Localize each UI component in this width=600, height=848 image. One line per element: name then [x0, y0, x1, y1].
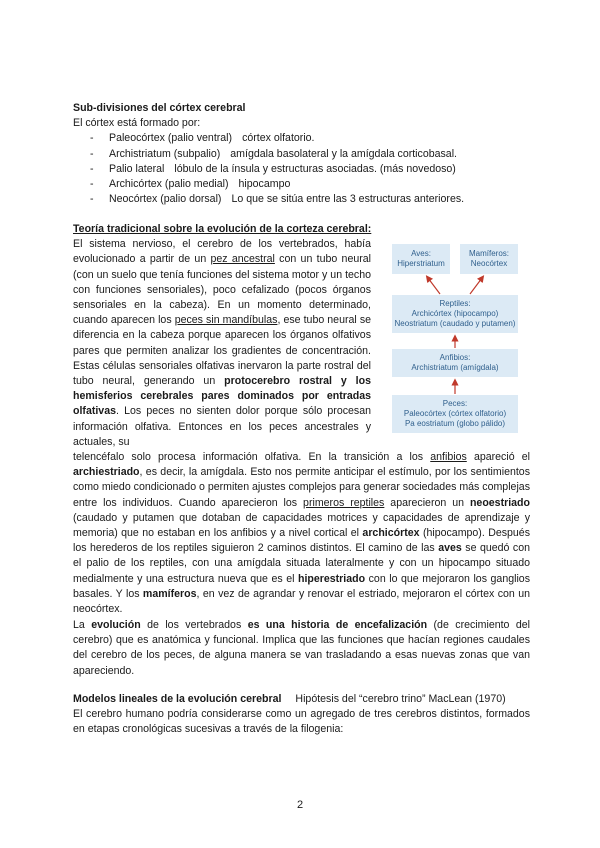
models-text: El cerebro humano podría considerarse como un agregado de tres cerebros distintos, formados en etapas cronológicas sucesivas a través de la filogenia: — [73, 708, 530, 736]
theory-paragraph-full: telencéfalo solo procesa información olfativa. En la transición a los anfibios apareció el archiestriado, es decir, la amígdala. Esto nos permite anticipar el estímulo, por los sentimientos como miedo condicionado o permiten ajustes complejos para generar sociedades más complejas entre los individuos. Cuando aparecieron los primeros reptiles aparecieron un neoestriado (caudado y putamen que dotaban de capacidades motrices y capacidades de aprendizaje y memoria) que no estaban en los anfibios y a nivel cortical el archicórtex (hipocampo). Después los herederos de los reptiles siguieron 2 caminos distintos. El camino de las aves se quedó con el palio de los reptiles, con una amígdala situada lateralmente y con un hipocampo situado medialmente y una estructura nueva que es el hiperestriado con lo que mejoraron los ganglios basales. Y los mamíferos, en vez de agrandar y renovar el estriado, mejoraron el córtex con un neocórtex. — [73, 451, 530, 616]
mamiferos-box: Mamíferos: Neocórtex — [460, 244, 518, 274]
anfibios-box: Anfibios: Archistriatum (amígdala) — [392, 349, 518, 377]
page-number: 2 — [296, 799, 304, 811]
evolution-diagram — [380, 238, 530, 438]
aves-box: Aves: Hiperstriatum — [392, 244, 450, 274]
peces-box: Peces: Paleocórtex (córtex olfatorio) Pa eostriatum (globo pálido) — [392, 395, 518, 433]
subdivisions-heading: Sub-divisiones del córtex cerebral — [73, 102, 246, 114]
list-item: - Paleocórtex (palio ventral) córtex olfatorio. — [73, 131, 530, 146]
models-heading: Modelos lineales de la evolución cerebral — [73, 693, 282, 705]
arrow-reptiles-aves — [428, 278, 440, 294]
encephalization-paragraph: La evolución de los vertebrados es una historia de encefalización (de crecimiento del cerebro) que es anatómica y funcional. Implica que las funciones que hacían regiones caudales del cerebro de los peces, de alguna manera se van trasladando a esas nuevas zonas que van apareciendo. — [73, 619, 531, 677]
reptiles-box: Reptiles: Archicórtex (hipocampo) Neostriatum (caudado y putamen) — [392, 295, 518, 333]
subdivisions-section — [73, 101, 530, 207]
models-section — [73, 692, 530, 738]
subdivisions-intro: El córtex está formado por: — [73, 117, 201, 130]
diagram-arrows — [380, 238, 530, 438]
list-item: - Neocórtex (palio dorsal) Lo que se sitúa entre las 3 estructuras anteriores. — [73, 192, 530, 207]
arrow-reptiles-mamiferos — [470, 278, 482, 294]
theory-paragraph-wrapped: El sistema nervioso, el cerebro de los vertebrados, había evolucionado a partir de un pez ancestral con un tubo neural (con un suelo que tenía funciones del sistema motor y un techo con funciones sensoriales), poco cefalizado (pocos órganos sensoriales en la cabeza). En un momento determinado, cuando aparecen los peces sin mandíbulas, ese tubo neural se diferencia en la cabeza porque aparecen los órganos olfativos pares que permiten analizar los gradientes de concentración. Estas células sensoriales olfativas inervaron la parte rostral del tubo neural, generando un protocerebro rostral y los hemisferios cerebrales pares dominados por entradas olfativas. Los peces no sienten dolor porque sólo procesan información olfativa. Entonces en los peces ancestrales y actuales, su — [73, 238, 372, 448]
list-item: - Palio lateral lóbulo de la ínsula y estructuras asociadas. (más novedoso) — [73, 162, 530, 177]
list-item: - Archicórtex (palio medial) hipocampo — [73, 177, 530, 192]
list-item: - Archistriatum (subpalio) amígdala basolateral y la amígdala corticobasal. — [73, 147, 530, 162]
subdivisions-list — [73, 131, 530, 207]
theory-heading: Teoría tradicional sobre la evolución de la corteza cerebral: — [73, 223, 372, 235]
models-hypothesis: Hipótesis del “cerebro trino” MacLean (1970) — [295, 693, 506, 705]
